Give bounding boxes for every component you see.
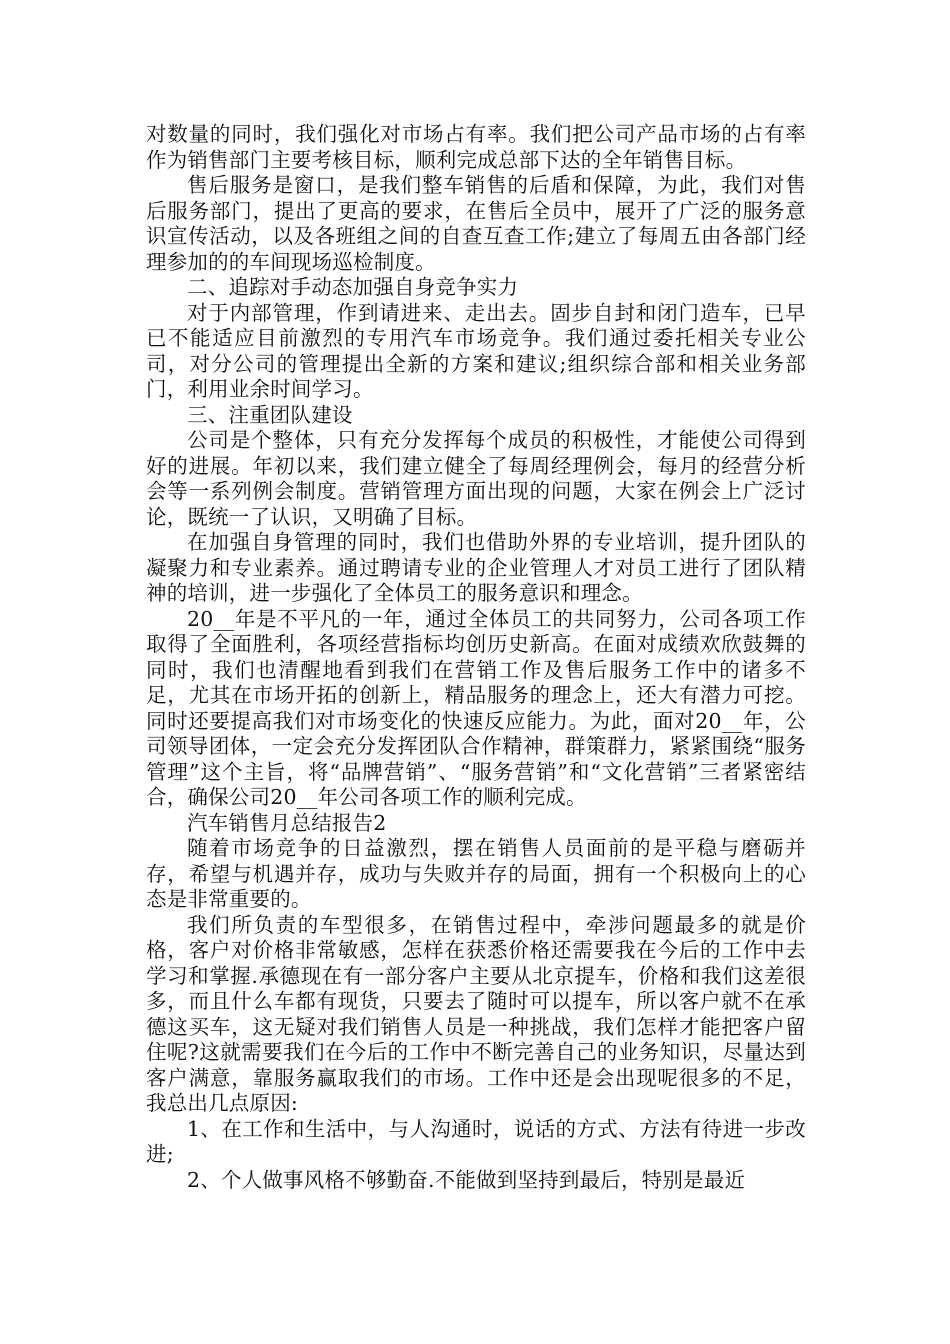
list-item-2: 2、个人做事风格不够勤奋.不能做到坚持到最后，特别是最近	[187, 1167, 746, 1192]
section-heading-3: 三、注重团队建设	[187, 402, 353, 427]
paragraph-3: 对于内部管理，作到请进来、走出去。固步自封和闭门造车，已早已不能适应目前激烈的专用汽车市场竞争。我们通过委托相关专业公司，对分公司的管理提出全新的方案和建议;组织综合部和相关业务部门，利用业余时间学习。	[146, 300, 806, 401]
section-heading-2: 二、追踪对手动态加强自身竞争实力	[187, 275, 519, 299]
paragraph-6: 20__年是不平凡的一年，通过全体员工的共同努力，公司各项工作取得了全面胜利，各项经营指标均创历史新高。在面对成绩欢欣鼓舞的同时，我们也清醒地看到我们在营销工作及售后服务工作中的诸多不足，尤其在市场开拓的创新上，精品服务的理念上，还大有潜力可挖。同时还要提高我们对市场变化的快速反应能力。为此，面对20__年，公司领导团体，一定会充分发挥团队合作精神，群策群力，紧紧围绕“服务管理”这个主旨，将“品牌营销”、“服务营销”和“文化营销”三者紧密结合，确保公司20__年公司各项工作的顺利完成。	[146, 606, 806, 809]
paragraph-1: 对数量的同时，我们强化对市场占有率。我们把公司产品市场的占有率作为销售部门主要考核目标，顺利完成总部下达的全年销售目标。	[146, 122, 806, 172]
paragraph-8: 我们所负责的车型很多，在销售过程中，牵涉问题最多的就是价格，客户对价格非常敏感，怎样在获悉价格还需要我在今后的工作中去学习和掌握.承德现在有一部分客户主要从北京提车，价格和我们这差很多，而且什么车都有现货，只要去了随时可以提车，所以客户就不在承德这买车，这无疑对我们销售人员是一种挑战，我们怎样才能把客户留住呢?这就需要我们在今后的工作中不断完善自己的业务知识，尽量达到客户满意，靠服务赢取我们的市场。工作中还是会出现呢很多的不足，我总出几点原因:	[146, 912, 806, 1115]
report-title-2: 汽车销售月总结报告2	[187, 810, 387, 835]
list-item-1: 1、在工作和生活中，与人沟通时，说话的方式、方法有待进一步改进;	[146, 1116, 806, 1166]
paragraph-4: 公司是个整体，只有充分发挥每个成员的积极性，才能使公司得到好的进展。年初以来，我们建立健全了每周经理例会，每月的经营分析会等一系列例会制度。营销管理方面出现的问题，大家在例会上广泛讨论，既统一了认识，又明确了目标。	[146, 428, 806, 529]
paragraph-2: 售后服务是窗口，是我们整车销售的后盾和保障，为此，我们对售后服务部门，提出了更高的要求，在售后全员中，展开了广泛的服务意识宣传活动，以及各班组之间的自查互查工作;建立了每周五由各部门经理参加的的车间现场巡检制度。	[146, 173, 806, 274]
paragraph-7: 随着市场竞争的日益激烈，摆在销售人员面前的是平稳与磨砺并存，希望与机遇并存，成功与失败并存的局面，拥有一个积极向上的心态是非常重要的。	[146, 836, 806, 911]
document-body	[146, 122, 806, 1193]
paragraph-5: 在加强自身管理的同时，我们也借助外界的专业培训，提升团队的凝聚力和专业素养。通过聘请专业的企业管理人才对员工进行了团队精神的培训，进一步强化了全体员工的服务意识和理念。	[146, 530, 806, 605]
